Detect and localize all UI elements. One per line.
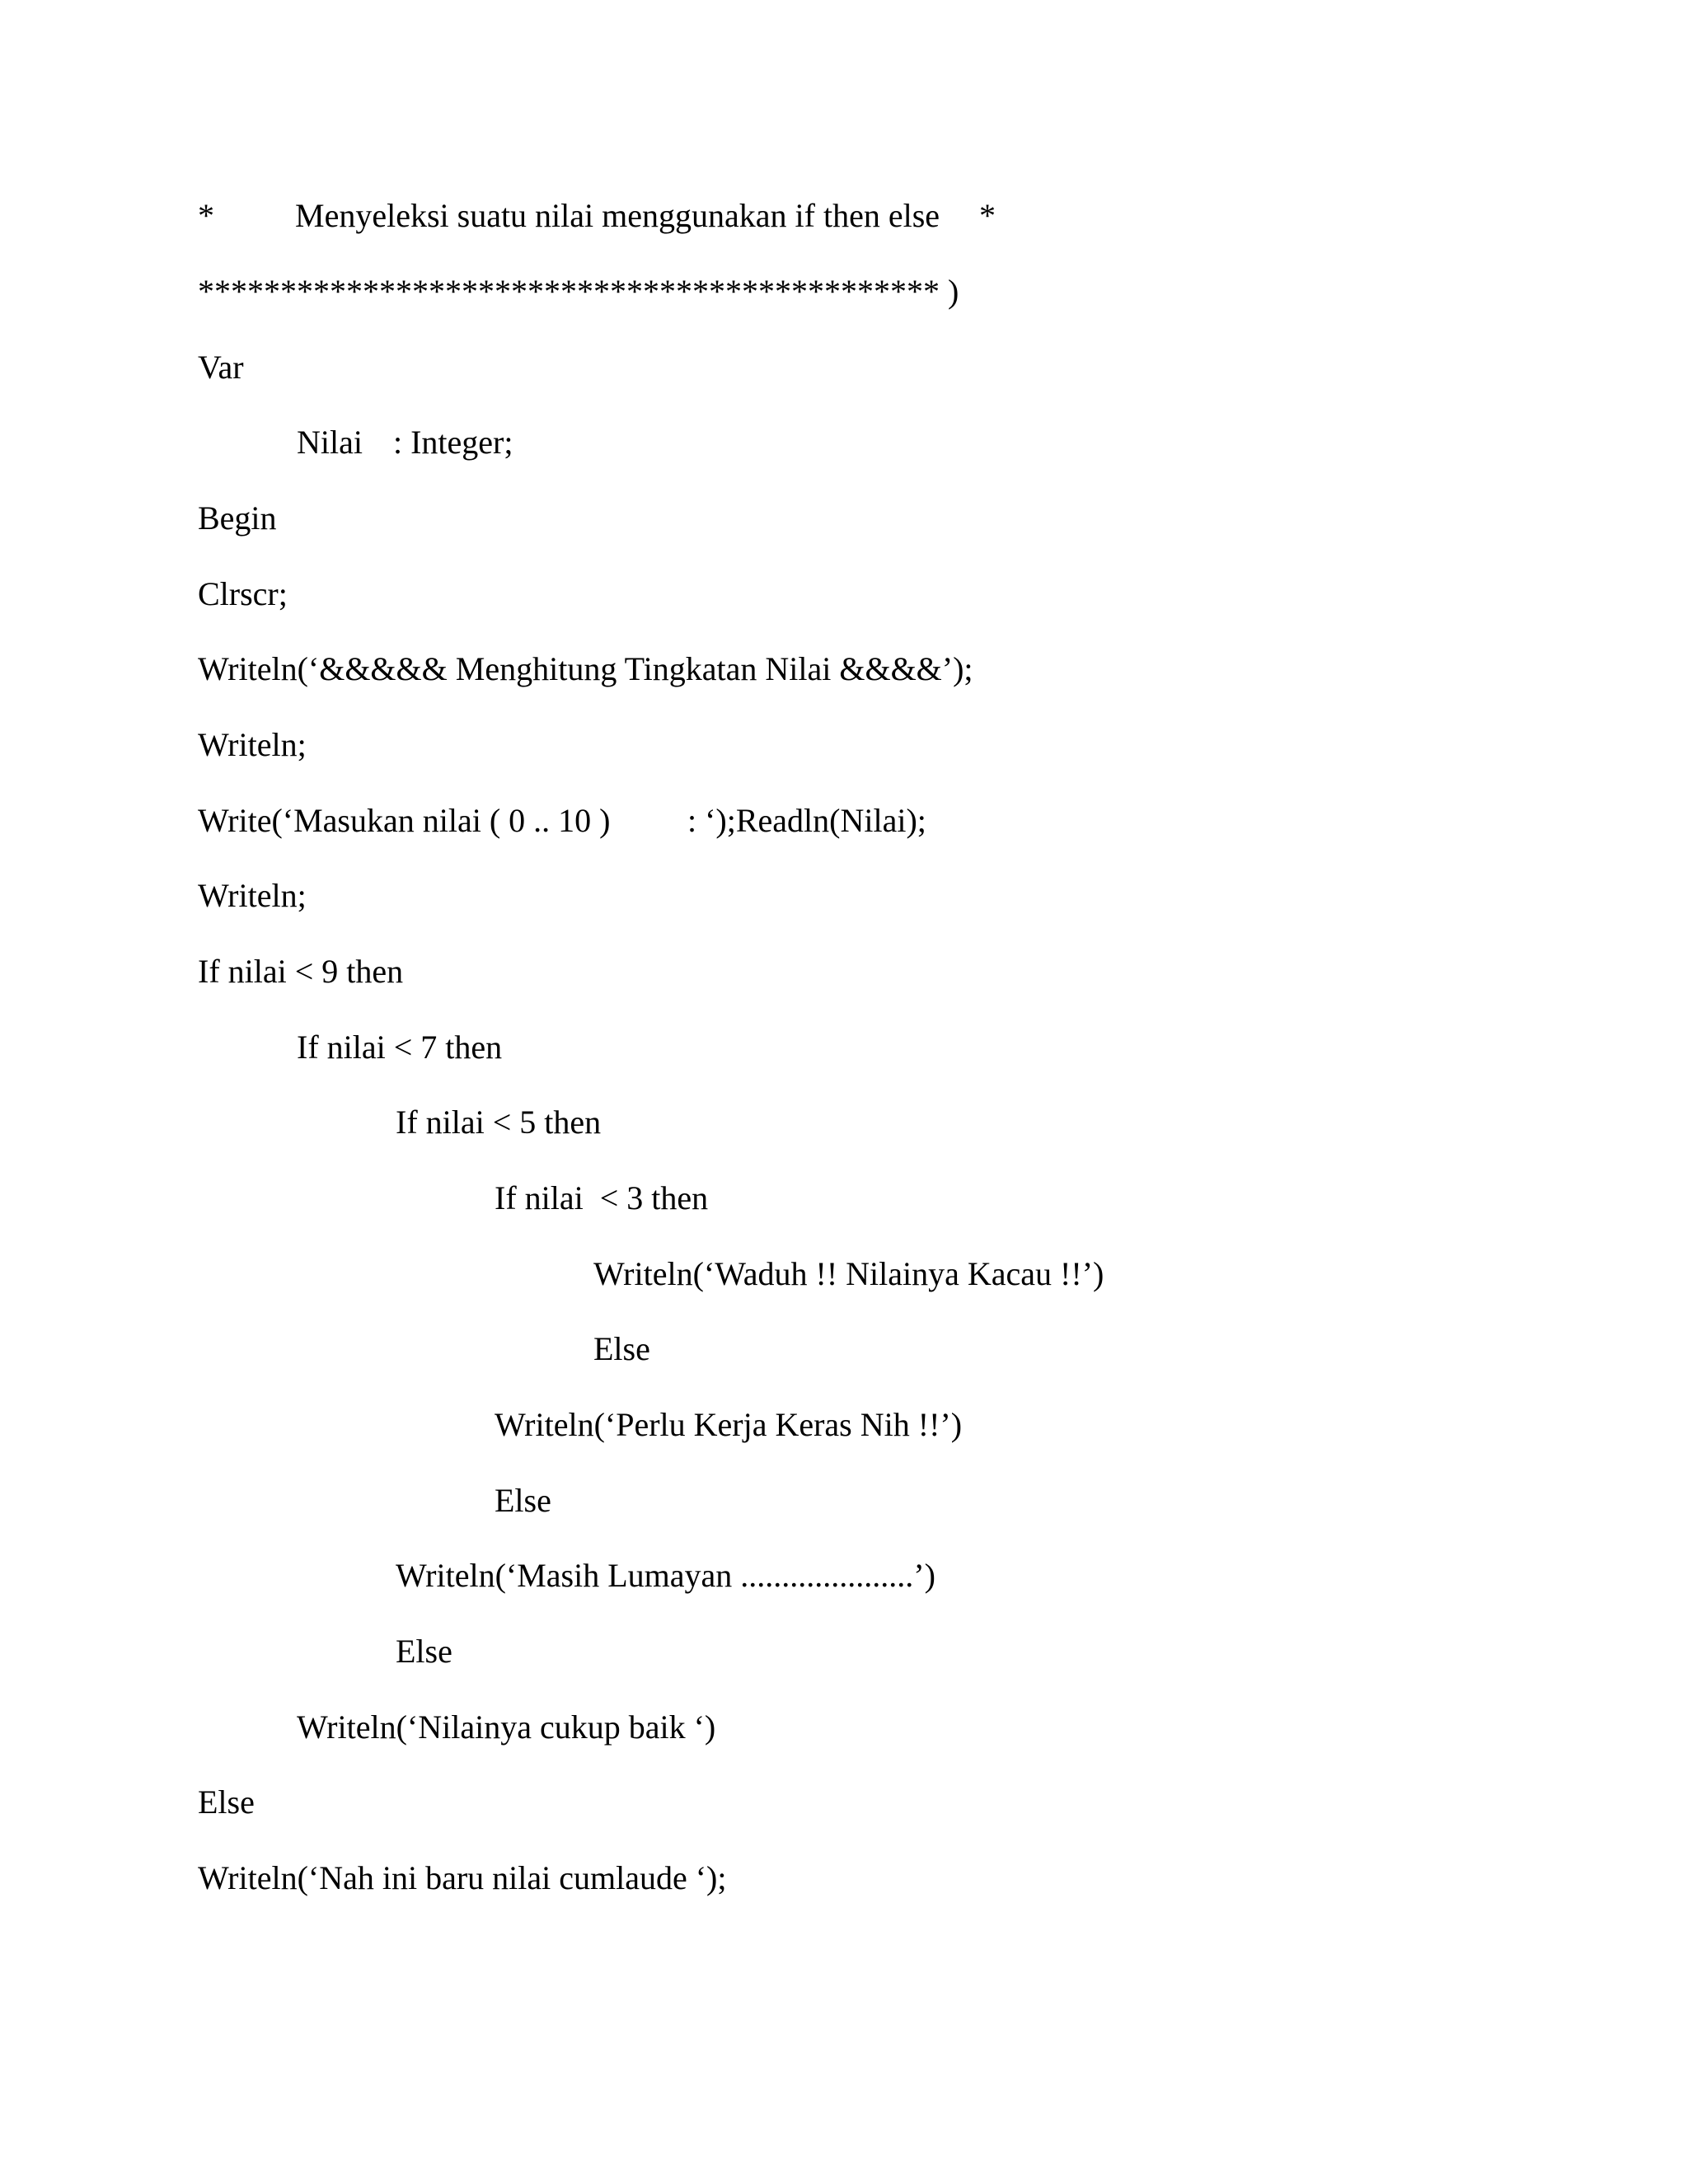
code-line-writeln-blank: Writeln; (198, 877, 307, 914)
code-line-else: Else (396, 1633, 452, 1670)
comment-border-line: ********************************************* ) (198, 273, 959, 310)
write-prompt-readln: : ‘);Readln(Nilai); (687, 802, 926, 839)
code-line-else: Else (593, 1330, 650, 1367)
code-line-writeln-lumayan: Writeln(‘Masih Lumayan .....................’) (396, 1557, 935, 1594)
code-line-clrscr: Clrscr; (198, 575, 288, 612)
code-line-writeln-kacau: Writeln(‘Waduh !! Nilainya Kacau !!’) (593, 1255, 1104, 1292)
comment-star-right: * (979, 197, 996, 234)
code-line-if-lt-9: If nilai < 9 then (198, 953, 404, 990)
code-line-if-lt-5: If nilai < 5 then (396, 1104, 602, 1141)
code-line-writeln-kerja-keras: Writeln(‘Perlu Kerja Keras Nih !!’) (495, 1406, 963, 1443)
code-line-var: Var (198, 349, 244, 386)
code-line-begin: Begin (198, 499, 277, 537)
code-line-writeln-title: Writeln(‘&&&&& Menghitung Tingkatan Nilai &&&&’); (198, 650, 973, 687)
code-line-writeln-cukup-baik: Writeln(‘Nilainya cukup baik ‘) (297, 1708, 716, 1746)
variable-name: Nilai (297, 424, 363, 461)
write-prompt-text: Write(‘Masukan nilai ( 0 .. 10 ) (198, 802, 611, 839)
code-line-writeln-cumlaude: Writeln(‘Nah ini baru nilai cumlaude ‘); (198, 1859, 727, 1896)
code-line-writeln-blank: Writeln; (198, 726, 307, 763)
code-line-else: Else (198, 1783, 255, 1821)
comment-title: Menyeleksi suatu nilai menggunakan if then else (295, 197, 940, 234)
code-line-if-lt-3: If nilai < 3 then (495, 1179, 709, 1216)
code-line-else: Else (495, 1482, 551, 1519)
comment-star-left: * (198, 197, 214, 234)
variable-type: : Integer; (393, 424, 513, 461)
code-line-write-prompt (198, 801, 1022, 841)
code-line-if-lt-7: If nilai < 7 then (297, 1029, 503, 1066)
code-line-nilai-declaration (297, 423, 626, 462)
comment-header-line (198, 196, 1022, 236)
